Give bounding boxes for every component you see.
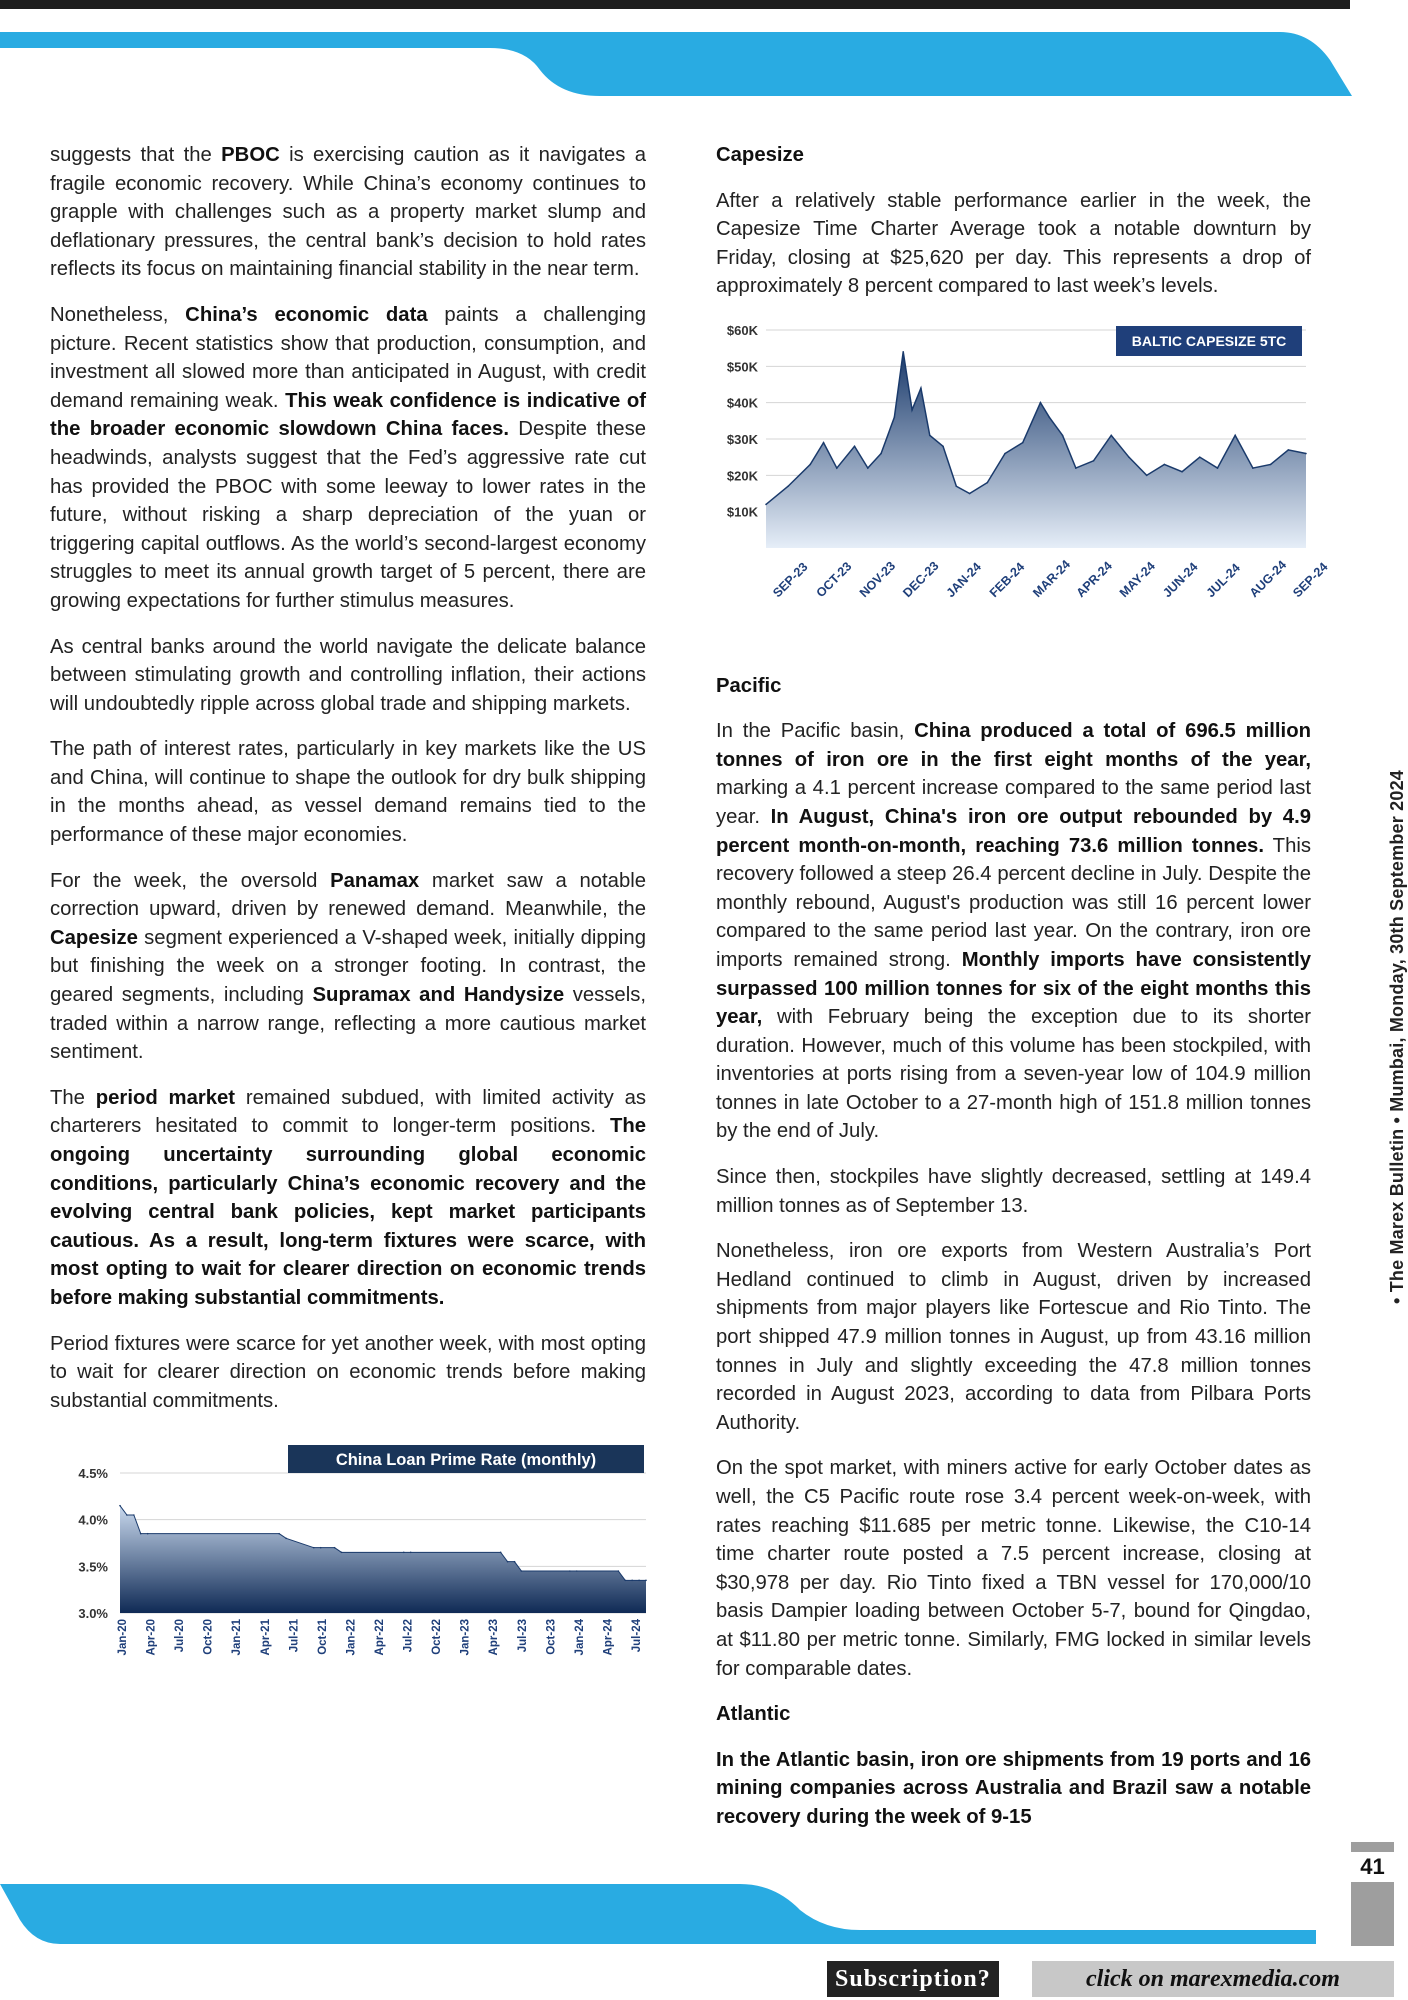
subscription-link[interactable]: click on marexmedia.com (1032, 1961, 1394, 1997)
top-wave-decoration (0, 0, 1394, 110)
lpr-area (120, 1506, 646, 1613)
lpr-point (334, 1547, 336, 1549)
capesize-point (1040, 402, 1042, 404)
capesize-point (867, 467, 869, 469)
capesize-point (1048, 416, 1050, 418)
capesize-chart-title: BALTIC CAPESIZE 5TC (1131, 332, 1287, 349)
right-column (716, 141, 1331, 1849)
capesize-ytick-label: $10K (726, 504, 758, 520)
capesize-point (1252, 467, 1254, 469)
capesize-point (1022, 442, 1024, 444)
capesize-point (920, 387, 922, 389)
atlantic-heading: Atlantic (716, 1703, 791, 1726)
lpr-xtick-label: Apr-20 (145, 1619, 158, 1656)
capesize-ytick-label: $30K (726, 431, 758, 447)
capesize-ytick-label: $60K (726, 322, 758, 338)
paragraph-2: Nonetheless, China’s economic data paints a challenging picture. Recent statistics show that production, consumption, and investment all slowed more than anticipated in August, with credit demand remaining weak. This weak confidence is indicative of the broader economic slowdown China faces. Despite these headwinds, analysts suggest that the Fed’s aggressive rate cut has provided the PBOC with some leeway to lower rates in the future, without risking a sharp depreciation of the yuan or triggering capital outflows. As the world’s second-largest economy struggles to meet its annual growth target of 5 percent, there are growing expectations for further stimulus measures. (50, 303, 646, 612)
capesize-point (1217, 467, 1219, 469)
capesize-point (969, 493, 971, 495)
capesize-point (1234, 435, 1236, 437)
lpr-xtick-label: Jan-21 (231, 1619, 244, 1656)
lpr-point (507, 1561, 509, 1563)
capesize-point (787, 485, 789, 487)
lpr-xtick-label: Oct-22 (431, 1619, 444, 1656)
paragraph-7: Period fixtures were scarce for yet another week, with most opting to wait for clearer direction on economic trends before making substantial commitments. (50, 1332, 646, 1412)
lpr-point (631, 1580, 633, 1582)
capesize-point (1004, 453, 1006, 455)
china-lpr-chart-container (50, 1445, 646, 1714)
pacific-paragraph-4: On the spot market, with miners active for early October dates as well, the C5 Pacific route rose 3.4 percent week-on-week, with rates reaching $11.685 per metric tonne. Likewise, the C10-14 time charter route posted a 7.5 percent increase, closing at $30,978 per day. Rio Tinto fixed a TBN vessel for 170,000/10 basis Dampier loading between October 5-7, bound for Qingdao, at $11.80 per metric tonne. Similarly, FMG locked in similar levels for comparable dates. (716, 1457, 1311, 1680)
lpr-xtick-label: Jan-24 (573, 1619, 586, 1656)
capesize-point (880, 453, 882, 455)
capesize-point (987, 482, 989, 484)
capesize-xtick-label: SEP-23 (770, 559, 811, 601)
lpr-ytick-label: 4.5% (78, 1466, 108, 1482)
lpr-xtick-label: Oct-23 (545, 1619, 558, 1656)
page-number: 41 (1351, 1852, 1394, 1882)
capesize-ytick-label: $40K (726, 395, 758, 411)
lpr-xtick-label: Jul-23 (516, 1619, 529, 1653)
capesize-point (1305, 453, 1307, 455)
atlantic-paragraph: In the Atlantic basin, iron ore shipments from 19 ports and 16 mining companies across Australia and Brazil saw a notable recovery during the week of 9-15 (716, 1748, 1311, 1828)
capesize-chart (716, 318, 1331, 643)
capesize-heading: Capesize (716, 144, 804, 166)
lpr-xtick-label: Apr-23 (488, 1619, 501, 1656)
capesize-point (823, 442, 825, 444)
capesize-xtick-label: SEP-24 (1290, 559, 1331, 601)
lpr-point (569, 1571, 571, 1573)
lpr-point (638, 1580, 640, 1582)
lpr-point (576, 1571, 578, 1573)
paragraph-4: The path of interest rates, particularly in key markets like the US and China, will continue to shape the outlook for dry bulk shipping in the months ahead, as vessel demand remains tied to the performance of these major economies. (50, 738, 646, 847)
lpr-xtick-label: Jul-24 (631, 1619, 643, 1653)
lpr-point (521, 1571, 523, 1573)
capesize-point (1164, 464, 1166, 466)
capesize-xtick-label: JUL-24 (1203, 560, 1243, 601)
left-column (50, 141, 646, 1734)
capesize-point (902, 351, 904, 353)
pacific-paragraph-1: In the Pacific basin, China produced a total of 696.5 million tonnes of iron ore in the first eight months of the year, marking a 4.1 percent increase compared to the same period last year. In August, China's iron ore output rebounded by 4.9 percent month-on-month, reaching 73.6 million tonnes. This recovery followed a steep 26.4 percent decline in July. Despite the monthly rebound, August's production was still 16 percent lower compared to the same period last year. On the contrary, iron ore imports remained strong. Monthly imports have consistently surpassed 100 million tonnes for six of the eight months this year, with February being the exception due to its shorter duration. However, much of this volume has been stockpiled, with inventories at ports rising from a seven-year low of 104.9 million tonnes in late October to a 27-month high of 151.8 million tonnes by the end of July. (716, 720, 1311, 1143)
capesize-xtick-label: AUG-24 (1246, 557, 1290, 601)
capesize-chart-container (716, 318, 1331, 652)
capesize-point (894, 416, 896, 418)
paragraph-3: As central banks around the world navigate the delicate balance between stimulating growth and controlling inflation, their actions will undoubtedly ripple across global trade and shipping markets. (50, 635, 646, 715)
pacific-paragraph-3: Nonetheless, iron ore exports from Western Australia’s Port Hedland continued to climb in August, driven by increased shipments from major players like Fortescue and Rio Tinto. The port shipped 47.9 million tonnes in August, up from 43.16 million tonnes in July and slightly exceeding the 47.8 million tonnes recorded in August 2023, according to data from Pilbara Ports Authority. (716, 1240, 1311, 1434)
lpr-point (514, 1561, 516, 1563)
lpr-point (278, 1533, 280, 1535)
capesize-point (929, 435, 931, 437)
lpr-point (645, 1580, 647, 1582)
side-publication-text: • The Marex Bulletin • Mumbai, Monday, 30th September 2024 (1387, 770, 1407, 1304)
lpr-xtick-label: Jul-20 (174, 1619, 187, 1653)
capesize-point (1128, 456, 1130, 458)
lpr-xtick-label: Apr-22 (374, 1619, 386, 1656)
lpr-point (624, 1580, 626, 1582)
capesize-point (1075, 467, 1077, 469)
lpr-point (285, 1538, 287, 1540)
bottom-wave-decoration (0, 1870, 1394, 1960)
capesize-xtick-label: APR-24 (1073, 558, 1115, 601)
lpr-point (403, 1552, 405, 1554)
lpr-xtick-label: Oct-21 (316, 1619, 329, 1656)
lpr-xtick-label: Jul-21 (288, 1619, 301, 1653)
capesize-point (836, 467, 838, 469)
paragraph-1: suggests that the PBOC is exercising caution as it navigates a fragile economic recovery. While China’s economy continues to grapple with challenges such as a property market slump and deflationary pressures, the central bank’s decision to hold rates reflects its focus on maintaining financial stability in the near term. (50, 144, 646, 281)
capesize-point (854, 445, 856, 447)
capesize-point (809, 464, 811, 466)
capesize-point (765, 504, 767, 506)
lpr-ytick-label: 3.0% (78, 1606, 108, 1622)
lpr-xtick-label: Apr-24 (602, 1619, 615, 1656)
lpr-xtick-label: Oct-20 (202, 1619, 215, 1656)
lpr-point (320, 1547, 322, 1549)
lpr-point (119, 1505, 121, 1507)
lpr-xtick-label: Jan-22 (345, 1619, 358, 1656)
lpr-point (341, 1552, 343, 1554)
capesize-ytick-label: $20K (726, 468, 758, 484)
capesize-point (1062, 435, 1064, 437)
lpr-point (618, 1571, 620, 1573)
lpr-point (147, 1533, 149, 1535)
capesize-ytick-label: $50K (726, 359, 758, 375)
paragraph-5: For the week, the oversold Panamax market saw a notable correction upward, driven by renewed demand. Meanwhile, the Capesize segment experienced a V-shaped week, initially dipping but finishing the week on a stronger footing. In contrast, the geared segments, including Supramax and Handysize vessels, traded within a narrow range, reflecting a more cautious market sentiment. (50, 869, 647, 1064)
subscription-label: Subscription? (827, 1961, 999, 1997)
lpr-xtick-label: Jul-22 (402, 1619, 415, 1653)
lpr-xtick-label: Apr-21 (259, 1619, 272, 1656)
pacific-paragraph-2: Since then, stockpiles have slightly decreased, settling at 149.4 million tonnes as of September 13. (716, 1166, 1311, 1217)
capesize-point (956, 485, 958, 487)
capesize-xtick-label: JAN-24 (943, 559, 984, 601)
capesize-point (1093, 460, 1095, 462)
lpr-point (313, 1547, 315, 1549)
lpr-point (410, 1552, 412, 1554)
capesize-point (942, 445, 944, 447)
china-lpr-chart (50, 1445, 650, 1705)
lpr-chart-title: China Loan Prime Rate (monthly) (335, 1451, 597, 1470)
capesize-xtick-label: JUN-24 (1160, 559, 1201, 601)
capesize-xtick-label: MAR-24 (1030, 557, 1074, 601)
capesize-xtick-label: NOV-23 (856, 558, 899, 601)
capesize-point (1287, 449, 1289, 451)
capesize-point (1181, 471, 1183, 473)
capesize-xtick-label: OCT-23 (813, 559, 855, 601)
lpr-point (140, 1533, 142, 1535)
paragraph-6: The period market remained subdued, with limited activity as charterers hesitated to commit to longer-term positions. The ongoing uncertainty surrounding global economic conditions, particularly China’s economic recovery and the evolving central bank policies, kept market participants cautious. As a result, long-term fixtures were scarce, with most opting to wait for clearer direction on economic trends before making substantial commitments. (50, 1086, 646, 1309)
capesize-area (766, 352, 1306, 548)
capesize-point (1146, 475, 1148, 477)
capesize-point (1110, 435, 1112, 437)
capesize-xtick-label: DEC-23 (900, 558, 942, 601)
lpr-point (126, 1515, 128, 1517)
capesize-point (911, 409, 913, 411)
capesize-paragraph: After a relatively stable performance earlier in the week, the Capesize Time Charter Average took a notable downturn by Friday, closing at $25,620 per day. This represents a drop of approximately 8 percent compared to last week’s levels. (716, 189, 1311, 298)
capesize-xtick-label: FEB-24 (986, 559, 1028, 601)
pacific-heading: Pacific (716, 674, 782, 697)
lpr-xtick-label: Jan-23 (459, 1619, 472, 1656)
capesize-xtick-label: MAY-24 (1116, 559, 1158, 601)
lpr-ytick-label: 4.0% (78, 1513, 108, 1529)
lpr-ytick-label: 3.5% (78, 1559, 108, 1575)
capesize-point (1270, 464, 1272, 466)
lpr-point (133, 1515, 135, 1517)
lpr-point (500, 1552, 502, 1554)
capesize-point (1199, 456, 1201, 458)
lpr-xtick-label: Jan-20 (117, 1619, 129, 1656)
